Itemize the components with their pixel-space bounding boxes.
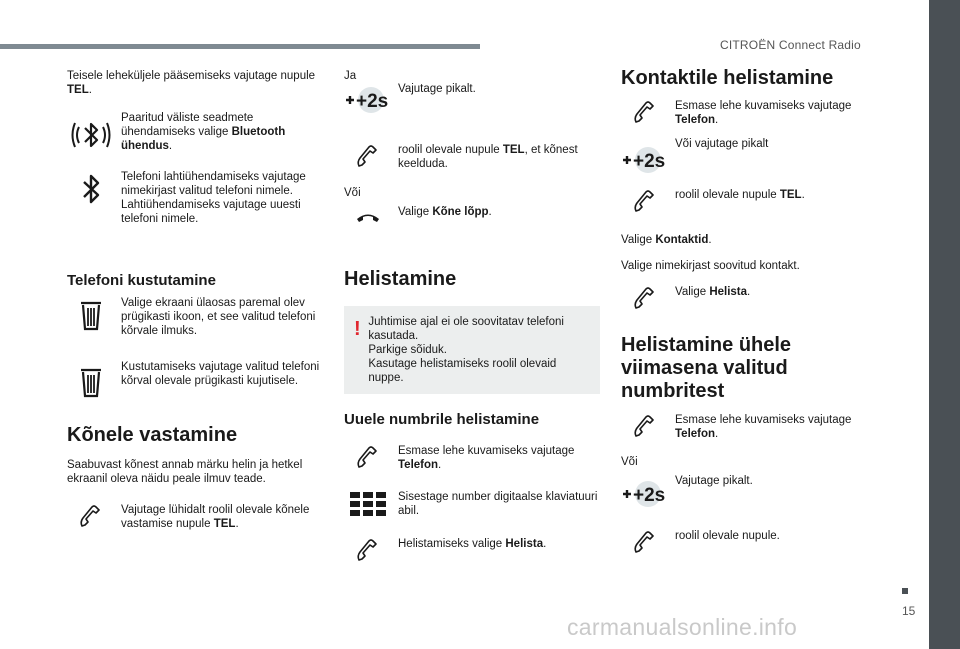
contact-step-2-text: Või vajutage pikalt xyxy=(675,138,769,150)
new-number-heading: Uuele numbrile helistamine xyxy=(344,411,540,428)
new-step-2 xyxy=(344,490,600,520)
answer-heading: Kõnele vastamine xyxy=(67,424,238,446)
recent-step-3-text: roolil olevale nupule. xyxy=(675,530,780,542)
new-step-3-text: Helistamiseks valige Helista. xyxy=(398,538,547,550)
top-accent-bar xyxy=(0,44,480,49)
contact-step-3 xyxy=(621,188,881,216)
phone-handset-icon xyxy=(344,537,392,565)
contact-step-1 xyxy=(621,99,881,127)
phone-handset-icon xyxy=(621,413,669,441)
hold-2s-icon xyxy=(344,85,392,115)
answer-step-text: Vajutage lühidalt roolil olevale kõnele vastamise nupule TEL. xyxy=(121,504,310,530)
bluetooth-pair-step xyxy=(67,112,327,155)
trash-icon xyxy=(67,296,115,336)
column-1 xyxy=(67,60,327,531)
side-tab-strip xyxy=(929,0,960,649)
phone-handset-icon xyxy=(344,444,392,472)
trash-icon xyxy=(67,360,115,400)
hold-press-text: Vajutage pikalt. xyxy=(398,83,476,95)
warning-line: Parkige sõiduk. xyxy=(368,344,447,356)
hold-2s-icon xyxy=(621,137,669,175)
new-step-1 xyxy=(344,444,600,472)
column-3 xyxy=(621,60,881,557)
warning-text xyxy=(366,315,588,385)
recent-heading: Helistamine ühele viimasena valitud numbritest xyxy=(621,334,792,402)
end-call-text: Valige Kõne lõpp. xyxy=(398,206,492,218)
bluetooth-icon xyxy=(67,170,115,210)
phone-handset-icon xyxy=(67,503,115,531)
warning-line: Kasutage helistamiseks roolil olevaid nuppe. xyxy=(368,358,557,384)
hold-badge-text: +2s xyxy=(633,151,665,172)
new-step-2-text: Sisestage number digitaalse klaviatuuri abil. xyxy=(398,491,598,517)
recent-step-3 xyxy=(621,529,881,557)
bluetooth-disconnect-text: Telefoni lahtiühendamiseks vajutage nimekirjast valitud telefoni nimele. Lahtiühendamiseks vajutage uuesti telefoni nimele. xyxy=(121,171,306,225)
watermark: carmanualsonline.info xyxy=(567,614,798,640)
answer-intro: Saabuvast kõnest annab märku helin ja hetkel ekraanil oleva näidu peale ilmuv teade. xyxy=(67,459,303,485)
page-number: 15 xyxy=(902,604,916,618)
delete-step-1 xyxy=(67,296,327,338)
hold-press-step xyxy=(344,85,600,115)
contact-step-3-text: roolil olevale nupule TEL. xyxy=(675,189,805,201)
bluetooth-connected-icon xyxy=(67,115,115,155)
warning-line: Juhtimise ajal ei ole soovitatav telefoni kasutada. xyxy=(368,316,564,342)
ja-label: Ja xyxy=(344,70,357,82)
recent-step-2-text: Vajutage pikalt. xyxy=(675,475,753,487)
hold-badge-text: +2s xyxy=(633,485,665,506)
or-label: Või xyxy=(621,456,638,468)
phone-handset-icon xyxy=(621,99,669,127)
contact-step-4 xyxy=(621,285,881,313)
or-label: Või xyxy=(344,187,361,199)
hold-2s-icon xyxy=(621,474,669,509)
contact-step-2 xyxy=(621,137,881,175)
reject-text: roolil olevale nupule TEL, et kõnest keelduda. xyxy=(398,144,578,170)
warning-icon: ! xyxy=(354,318,361,340)
end-call-step xyxy=(344,205,600,227)
warning-box xyxy=(344,306,600,394)
bluetooth-pair-text: Paaritud väliste seadmete ühendamiseks valige Bluetooth ühendus. xyxy=(121,112,286,152)
keypad-icon xyxy=(344,490,392,520)
delete-heading: Telefoni kustutamine xyxy=(67,272,216,289)
column-2 xyxy=(344,60,600,565)
new-step-1-text: Esmase lehe kuvamiseks vajutage Telefon. xyxy=(398,445,575,471)
delete-step-1-text: Valige ekraani ülaosas paremal olev prügikasti ikoon, et see valitud telefoni kõrvale ilmuks. xyxy=(121,297,316,337)
select-contacts-text: Valige Kontaktid. xyxy=(621,234,712,246)
select-contact-text: Valige nimekirjast soovitud kontakt. xyxy=(621,260,800,272)
hold-badge-text: +2s xyxy=(356,91,388,112)
new-step-3 xyxy=(344,537,600,565)
contact-heading: Kontaktile helistamine xyxy=(621,67,834,89)
answer-step xyxy=(67,503,327,531)
recent-step-1 xyxy=(621,413,881,441)
phone-handset-icon xyxy=(344,143,392,171)
recent-step-1-text: Esmase lehe kuvamiseks vajutage Telefon. xyxy=(675,414,852,440)
header-title: CITROËN Connect Radio xyxy=(720,38,861,52)
delete-step-2 xyxy=(67,360,327,400)
page-marker xyxy=(902,588,908,594)
hang-up-icon xyxy=(344,205,392,227)
calling-heading: Helistamine xyxy=(344,268,457,290)
delete-step-2-text: Kustutamiseks vajutage valitud telefoni kõrval olevale prügikasti kujutisele. xyxy=(121,361,320,387)
phone-handset-icon xyxy=(621,188,669,216)
intro-text: Teisele leheküljele pääsemiseks vajutage nupule TEL. xyxy=(67,70,316,96)
bluetooth-disconnect-step xyxy=(67,170,327,226)
phone-handset-icon xyxy=(621,529,669,557)
phone-handset-icon xyxy=(621,285,669,313)
contact-step-1-text: Esmase lehe kuvamiseks vajutage Telefon. xyxy=(675,100,852,126)
reject-step xyxy=(344,143,600,171)
contact-step-4-text: Valige Helista. xyxy=(675,286,751,298)
recent-step-2 xyxy=(621,474,881,509)
